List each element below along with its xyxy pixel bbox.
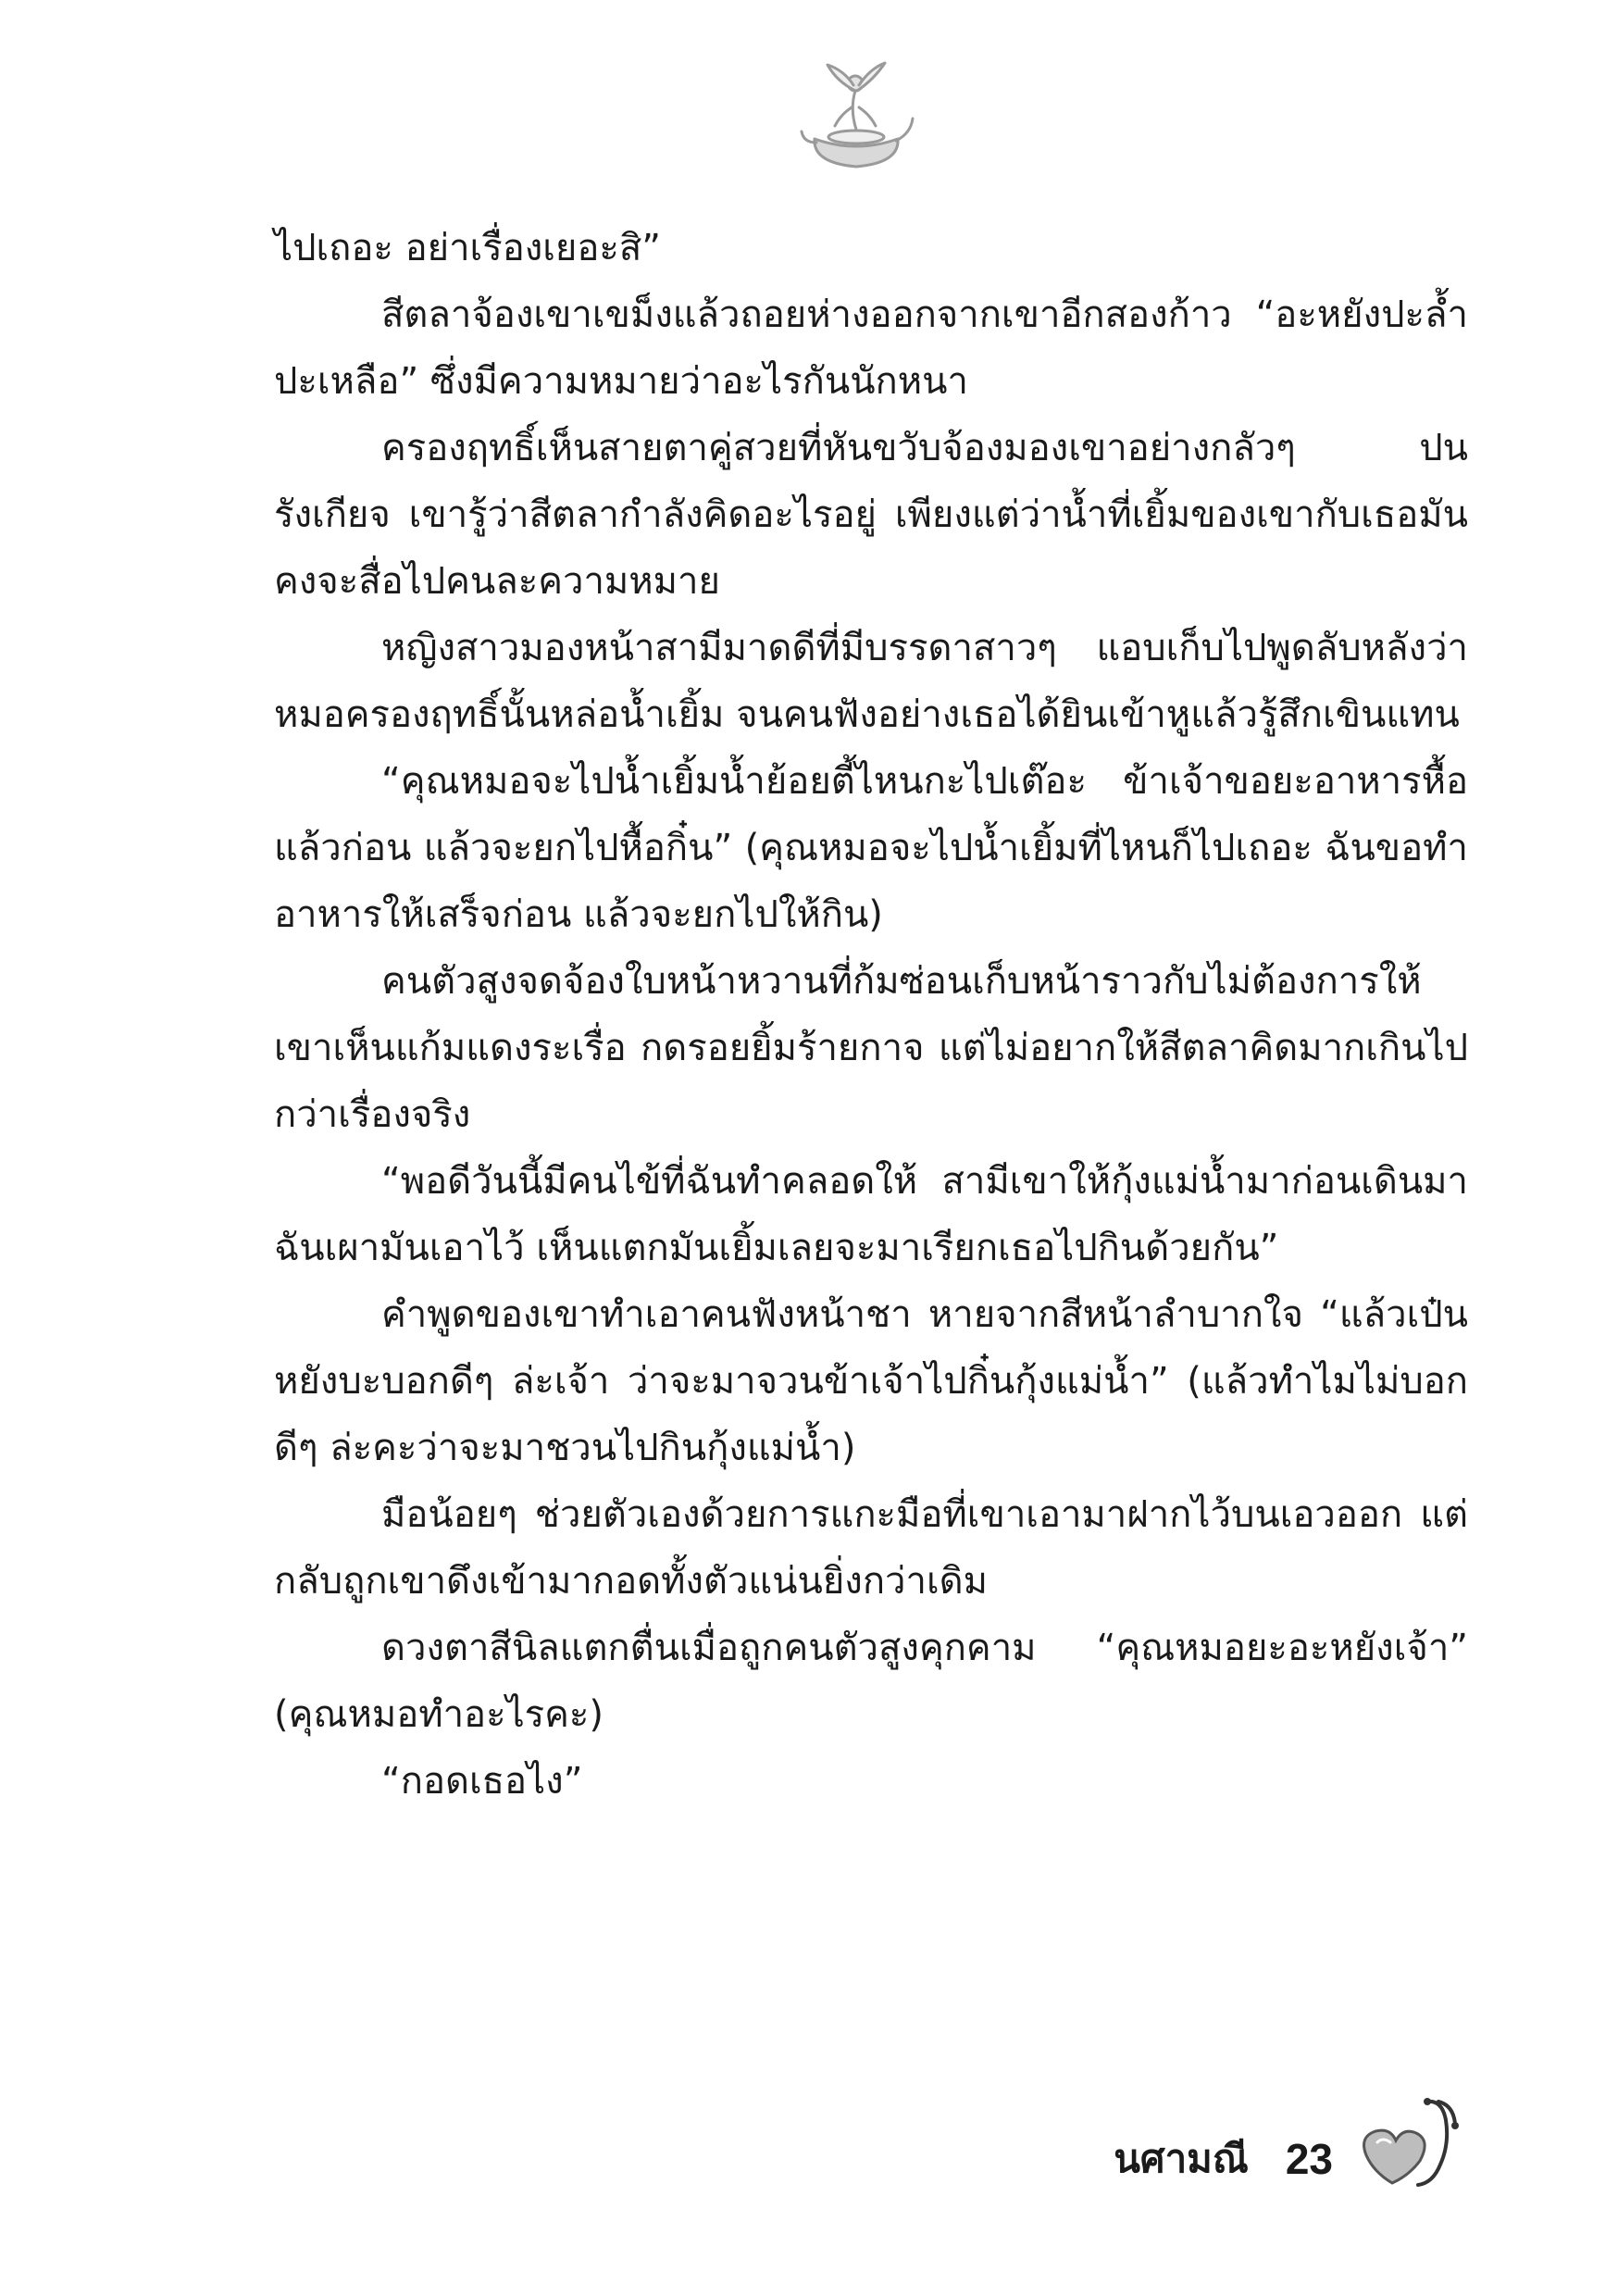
paragraph: ดวงตาสีนิลแตกตื่นเมื่อถูกคนตัวสูงคุกคาม “คุณหมอยะอะหยังเจ้า” (คุณหมอทำอะไรคะ)	[274, 1627, 1468, 1736]
fairy-lamp-ornament-icon	[796, 54, 916, 174]
paragraph: “พอดีวันนี้มีคนไข้ที่ฉันทำคลอดให้ สามีเขาให้กุ้งแม่น้ำมาก่อนเดินมา ฉันเผามันเอาไว้ เห็นแตกมันเยิ้มเลยจะมาเรียกเธอไปกินด้วยกัน”	[274, 1160, 1468, 1269]
story-text	[274, 215, 1468, 1815]
paragraph: มือน้อยๆ ช่วยตัวเองด้วยการแกะมือที่เขาเอามาฝากไว้บนเอวออก แต่กลับถูกเขาดึงเข้ามากอดทั้งตัวแน่นยิ่งกว่าเดิม	[274, 1493, 1468, 1603]
heart-stethoscope-icon	[1350, 2083, 1461, 2194]
paragraph: หญิงสาวมองหน้าสามีมาดดีที่มีบรรดาสาวๆ แอบเก็บไปพูดลับหลังว่าหมอครองฤทธิ์นั้นหล่อน้ำเยิ้ม จนคนฟังอย่างเธอได้ยินเข้าหูแล้วรู้สึกเขินแทน	[274, 627, 1468, 736]
page-number: 23	[1285, 2135, 1333, 2183]
paragraph: คำพูดของเขาทำเอาคนฟังหน้าชา หายจากสีหน้าลำบากใจ “แล้วเป๋นหยังบะบอกดีๆ ล่ะเจ้า ว่าจะมาจวนข้าเจ้าไปกิ๋นกุ้งแม่น้ำ” (แล้วทำไมไม่บอกดีๆ ล่ะคะว่าจะมาชวนไปกินกุ้งแม่น้ำ)	[274, 1293, 1468, 1469]
paragraph: ครองฤทธิ์เห็นสายตาคู่สวยที่หันขวับจ้องมองเขาอย่างกลัวๆ ปนรังเกียจ เขารู้ว่าสีตลากำลังคิดอะไรอยู่ เพียงแต่ว่าน้ำที่เยิ้มของเขากับเธอมันคงจะสื่อไปคนละความหมาย	[274, 427, 1468, 603]
page-footer	[1114, 2083, 1461, 2194]
paragraph: “คุณหมอจะไปน้ำเยิ้มน้ำย้อยตี้ไหนกะไปเต๊อะ ข้าเจ้าขอยะอาหารหื้อแล้วก่อน แล้วจะยกไปหื้อกิ๋น” (คุณหมอจะไปน้ำเยิ้มที่ไหนก็ไปเถอะ ฉันขอทำอาหารให้เสร็จก่อน แล้วจะยกไปให้กิน)	[274, 760, 1468, 936]
author-name: นศามณี	[1114, 2136, 1249, 2181]
paragraph: คนตัวสูงจดจ้องใบหน้าหวานที่ก้มซ่อนเก็บหน้าราวกับไม่ต้องการให้เขาเห็นแก้มแดงระเรื่อ กดรอยยิ้มร้ายกาจ แต่ไม่อยากให้สีตลาคิดมากเกินไปกว่าเรื่องจริง	[274, 960, 1468, 1136]
paragraph: ไปเถอะ อย่าเรื่องเยอะสิ”	[274, 227, 662, 269]
paragraph: “กอดเธอไง”	[381, 1760, 583, 1803]
paragraph: สีตลาจ้องเขาเขม็งแล้วถอยห่างออกจากเขาอีกสองก้าว “อะหยังปะล้ำปะเหลือ” ซึ่งมีความหมายว่าอะไรกันนักหนา	[274, 293, 1468, 403]
